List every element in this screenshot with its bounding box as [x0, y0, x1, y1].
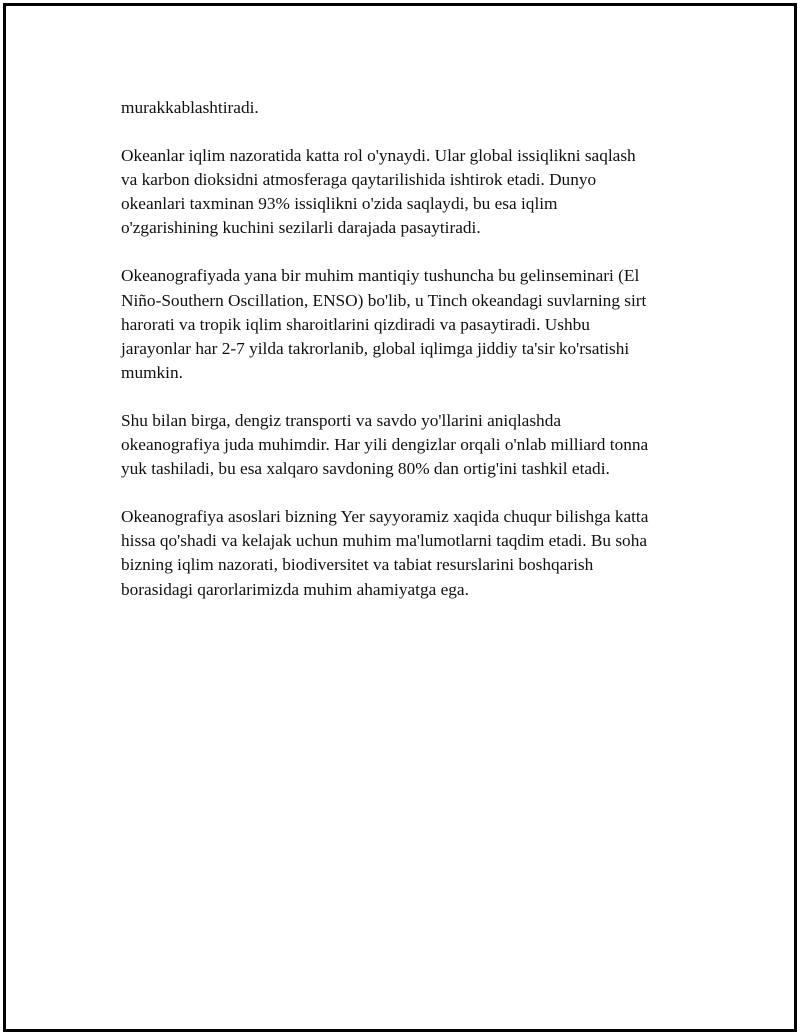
paragraph-3 [121, 264, 701, 384]
paragraph-line: murakkablashtiradi. [121, 98, 259, 117]
paragraph-line: Okeanografiyada yana bir muhim mantiqiy tushuncha bu gelinseminari (El [121, 266, 640, 286]
paragraph-2 [121, 144, 701, 240]
paragraph-line: harorati va tropik iqlim sharoitlarini qizdiradi va pasaytiradi. Ushbu [121, 314, 590, 334]
paragraph-line: o'zgarishining kuchini sezilarli darajada pasaytiradi. [121, 218, 481, 238]
paragraph-5 [121, 505, 701, 601]
paragraph-line: Shu bilan birga, dengiz transporti va savdo yo'llarini aniqlashda [121, 410, 562, 430]
document-body [121, 96, 701, 626]
paragraph-line: va karbon dioksidni atmosferaga qaytarilishida ishtirok etadi. Dunyo [121, 170, 597, 190]
paragraph-line: Okeanografiya asoslari bizning Yer sayyoramiz xaqida chuqur bilishga katta [121, 507, 649, 527]
paragraph-line: borasidagi qarorlarimizda muhim ahamiyatga ega. [121, 579, 469, 599]
paragraph-line: mumkin. [121, 362, 183, 382]
page-frame [3, 3, 797, 1032]
paragraph-line: jarayonlar har 2-7 yilda takrorlanib, global iqlimga jiddiy ta'sir ko'rsatishi [121, 338, 630, 358]
paragraph-line: Niño-Southern Oscillation, ENSO) bo'lib, u Tinch okeandagi suvlarning sirt [121, 290, 647, 310]
paragraph-4 [121, 409, 701, 481]
paragraph-line: okeanografiya juda muhimdir. Har yili dengizlar orqali o'nlab milliard tonna [121, 435, 649, 455]
paragraph-line: bizning iqlim nazorati, biodiversitet va tabiat resurslarini boshqarish [121, 555, 594, 575]
paragraph-line: okeanlari taxminan 93% issiqlikni o'zida saqlaydi, bu esa iqlim [121, 194, 558, 214]
paragraph-line: Okeanlar iqlim nazoratida katta rol o'ynaydi. Ular global issiqlikni saqlash [121, 146, 636, 166]
paragraph-1 [121, 96, 701, 120]
paragraph-line: yuk tashiladi, bu esa xalqaro savdoning 80% dan ortig'ini tashkil etadi. [121, 459, 610, 479]
paragraph-line: hissa qo'shadi va kelajak uchun muhim ma'lumotlarni taqdim etadi. Bu soha [121, 531, 648, 551]
